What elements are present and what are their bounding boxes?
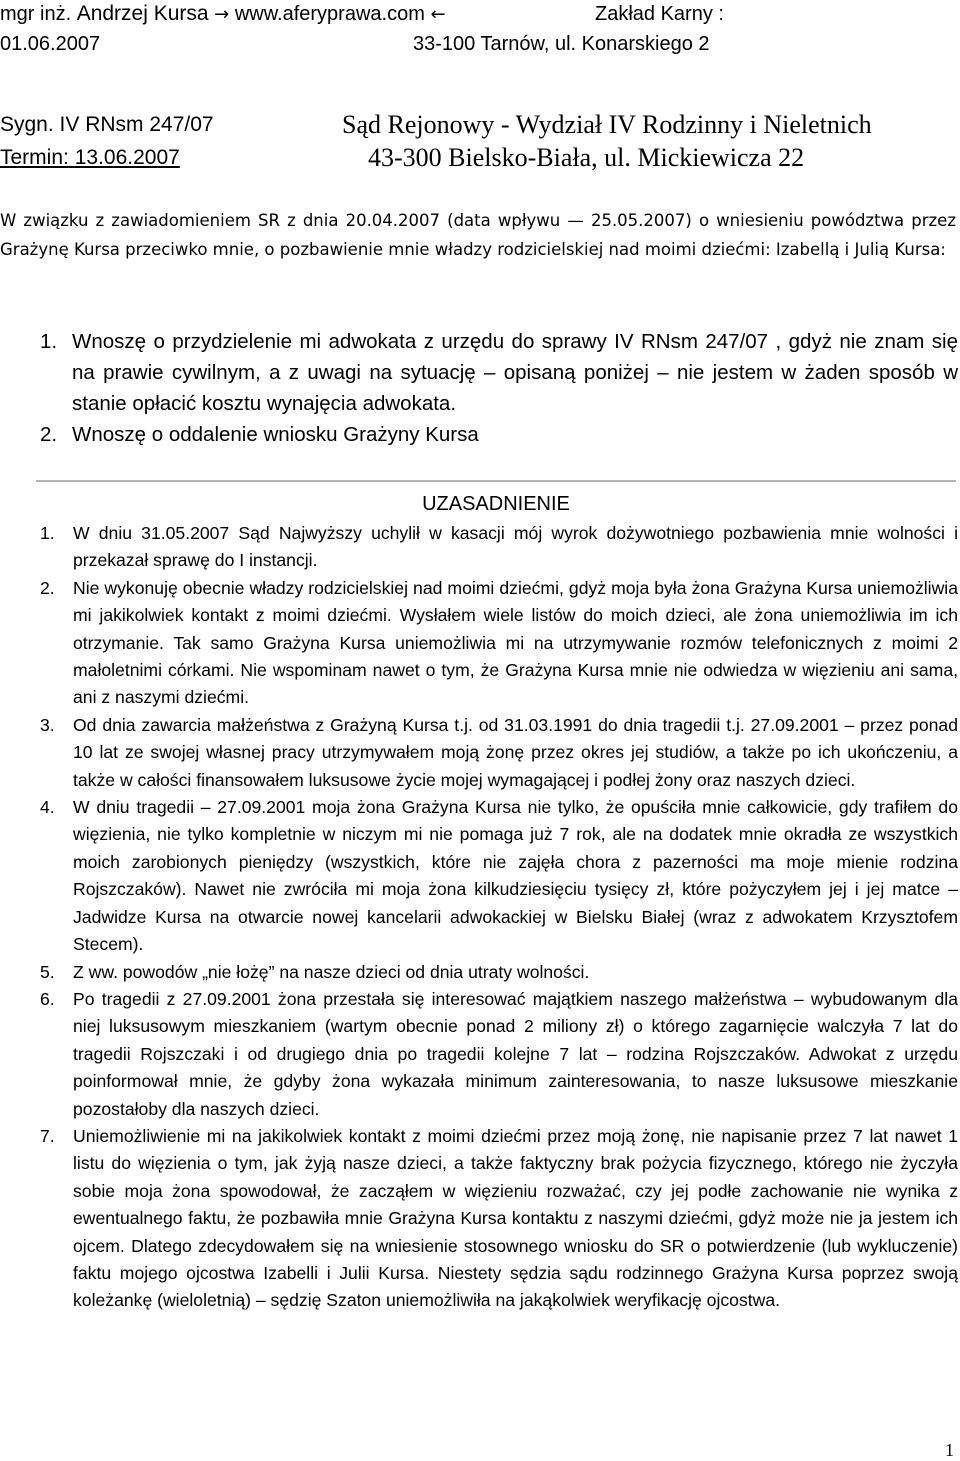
justification-item xyxy=(40,575,958,712)
justification-text: Po tragedii z 27.09.2001 żona przestała się interesować majątkiem naszego małżeństwa – wybudowanym dla niej luksusowym mieszkaniem (wartym obecnie ponad 2 miliony zł) o którego zagarnięcie walczyła 7 lat do tragedii Rojszczaki i od drugiego dnia po tragedii kolejne 7 lat – rodzina Rojszczaków. Adwokat z urzędu poinformował mnie, że gdyby żona wykazała minimum zainteresowania, to nasze luksusowe mieszkanie pozostałoby dla naszych dzieci. xyxy=(73,988,958,1119)
justification-item xyxy=(40,1123,958,1315)
justification-text: Nie wykonuję obecnie władzy rodzicielskiej nad moimi dziećmi, gdyż moja była żona Grażyna Kursa uniemożliwia mi jakikolwiek kontakt z moimi dziećmi. Wysłałem wiele listów do moich dzieci, ale żona uniemożliwia im ich otrzymanie. Tak samo Grażyna Kursa uniemożliwia mi na utrzymywanie rozmów telefonicznych z moimi 2 małoletnimi córkami. Nie wspominam nawet o tym, że Grażyna Kursa mnie nie odwiedza w więzieniu ani sama, ani z naszymi dziećmi. xyxy=(73,577,958,708)
justification-text: W dniu tragedii – 27.09.2001 moja żona Grażyna Kursa nie tylko, że opuściła mnie całkowicie, gdy trafiłem do więzienia, nie tylko kompletnie w niczym mi nie pomaga już 7 rok, ale na dodatek mnie okradła ze wszystkich moich zarobionych pieniędzy (wszystkich, które nie zajęła chora z pazerności ma moje mienie rodzina Rojszczaków). Nawet nie zwróciła mi moja żona kilkudziesięciu tysięcy zł, które pożyczyłem jej i jej matce – Jadwidze Kursa na otwarcie nowej kancelarii adwokackiej w Bielsku Białej (wraz z adwokatem Krzysztofem Stecem). xyxy=(73,797,958,955)
request-number: 2. xyxy=(40,423,58,446)
request-number: 1. xyxy=(40,330,58,353)
request-text: Wnoszę o przydzielenie mi adwokata z urzędu do sprawy IV RNsm 247/07 , gdyż nie znam się na prawie cywilnym, a z uwagi na sytuację – opisaną poniżej – nie jestem w żaden sposób w stanie opłacić kosztu wynajęcia adwokata. xyxy=(72,330,958,415)
court-address: 43-300 Bielsko-Biała, ul. Mickiewicza 22 xyxy=(368,143,805,172)
request-item xyxy=(40,419,958,450)
term-date: 13.06.2007 xyxy=(74,146,180,169)
justification-text: Od dnia zawarcia małżeństwa z Grażyną Kursa t.j. od 31.03.1991 do dnia tragedii t.j. 27.09.2001 – przez ponad 10 lat ze swojej własnej pracy utrzymywałem moją żonę przez okres jej studiów, a także po ich ukończeniu, a także w całości finansowałem luksusowe życie mojej wymagającej i podłej żony oraz naszych dzieci. xyxy=(73,714,958,790)
justification-number: 5. xyxy=(40,961,55,982)
justification-item xyxy=(40,712,958,794)
prison-label: Zakład Karny : xyxy=(595,3,724,25)
intro-paragraph: W związku z zawiadomieniem SR z dnia 20.04.2007 (data wpływu — 25.05.2007) o wniesieniu powództwa przez Grażynę Kursa przeciwko mnie, o pozbawienie mnie władzy rodzicielskiej nad moimi dziećmi: Izabellą i Julią Kursa: xyxy=(0,211,956,259)
justification-item xyxy=(40,520,958,575)
justification-number: 4. xyxy=(40,797,55,818)
author-name: Andrzej Kursa xyxy=(76,2,209,25)
justification-text: Uniemożliwienie mi na jakikolwiek kontakt z moimi dziećmi przez moją żonę, nie napisanie przez 7 lat nawet 1 listu do więzienia o tym, jak żyją nasze dzieci, a także faktyczny brak pożycia fizycznego, którego nie życzyła sobie moja żona spowodował, że zacząłem w więzieniu rozważać, czy jej podłe zachowanie nie wynika z ewentualnego faktu, że pozbawiła mnie Grażyna Kursa kontaktu z naszymi dziećmi, gdyż może nie ja jestem ich ojcem. Dlatego zdecydowałem się na wniesienie stosownego wniosku do SR o potwierdzenie (lub wykluczenie) faktu mojego ojcostwa Izabelli i Julii Kursa. Niestety sędzia sądu rodzinnego Grażyna Kursa poprzez swoją koleżankę (wieloletnią) – sędzię Szaton uniemożliwiła na jakąkolwiek weryfikację ojcostwa. xyxy=(73,1125,958,1311)
justification-item xyxy=(40,794,958,958)
arrow-right-icon: → xyxy=(214,4,230,25)
justification-heading: UZASADNIENIE xyxy=(422,493,570,515)
header-line-1 xyxy=(0,2,446,27)
prison-address: 33-100 Tarnów, ul. Konarskiego 2 xyxy=(413,33,710,55)
court-name: Sąd Rejonowy - Wydział IV Rodzinny i Nieletnich xyxy=(342,110,872,139)
justification-number: 2. xyxy=(40,577,55,598)
arrow-left-icon: ← xyxy=(430,4,446,25)
justification-number: 6. xyxy=(40,988,55,1009)
justification-number: 7. xyxy=(40,1125,55,1146)
website-link[interactable]: www.aferyprawa.com xyxy=(234,3,425,25)
letter-date: 01.06.2007 xyxy=(0,33,101,55)
page-number: 1 xyxy=(945,1440,954,1460)
request-item xyxy=(40,326,958,419)
justification-list xyxy=(40,520,958,1315)
requests-list xyxy=(40,326,958,450)
request-text: Wnoszę o oddalenie wniosku Grażyny Kursa xyxy=(72,423,479,446)
term-label: Termin: xyxy=(0,146,69,169)
case-signature: Sygn. IV RNsm 247/07 xyxy=(0,113,214,136)
justification-item xyxy=(40,986,958,1123)
section-divider xyxy=(36,480,956,482)
justification-number: 3. xyxy=(40,714,55,735)
hearing-term xyxy=(0,143,180,173)
justification-number: 1. xyxy=(40,523,55,543)
author-prefix: mgr inż. xyxy=(0,3,72,25)
justification-item xyxy=(40,959,958,986)
justification-text: W dniu 31.05.2007 Sąd Najwyższy uchylił w kasacji mój wyrok dożywotniego pozbawienia mnie wolności i przekazał sprawę do I instancji. xyxy=(73,523,958,571)
justification-text: Z ww. powodów „nie łożę” na nasze dzieci od dnia utraty wolności. xyxy=(73,961,590,982)
